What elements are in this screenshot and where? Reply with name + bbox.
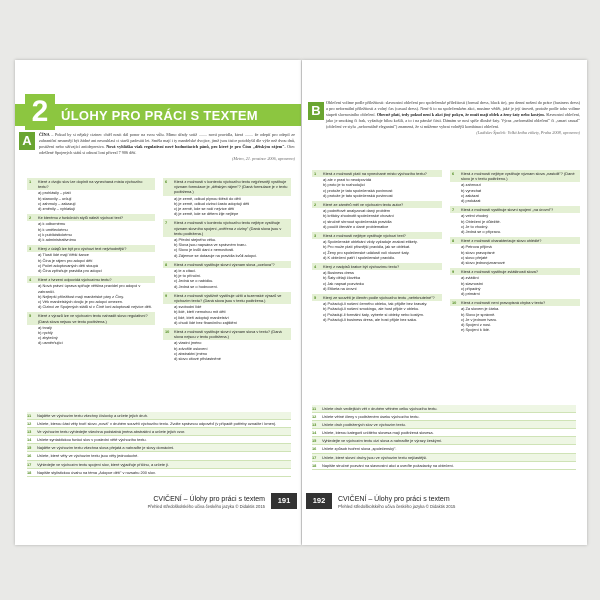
- answer-option[interactable]: b) lidé, kteří nemohou mít děti: [174, 309, 226, 315]
- task-text: Určete, kterou část věty tvoří slovo „nová" v druhém souvětí výchozího textu. Zvolte správnou odpověď (v případě potřeby označte i kmen).: [37, 421, 277, 427]
- answer-option[interactable]: a) Petrova přijímá: [461, 244, 492, 250]
- answer-option[interactable]: c) případný: [461, 285, 481, 291]
- question-text: Který z údajů lze být pro výchozí text nejvhodnější?: [38, 246, 127, 252]
- answer-option[interactable]: a) Tlustí lidé mají Větší šance: [38, 252, 89, 258]
- task-text: Určete druh podtržených slov ve výchozím textu.: [322, 422, 406, 428]
- answer-option[interactable]: c) je země, kde se rodí nejvíce dětí: [174, 206, 235, 212]
- answer-option[interactable]: c) abstraktní jméno: [174, 350, 208, 356]
- answer-option[interactable]: a) trvalý: [38, 324, 52, 330]
- answer-option[interactable]: a) velmi vhodný: [461, 213, 489, 219]
- question-text: Která z možností vystihuje zvláštnosti slova?: [461, 269, 538, 275]
- answer-option[interactable]: c) Je to vhodný.: [461, 223, 489, 229]
- task-row: [312, 445, 576, 453]
- question-text: Který ze souvětí je členěn podle výchozího textu „neřeknutelné"?: [323, 295, 435, 301]
- task-number: 18: [312, 462, 317, 468]
- task-text: Určete, které věty ve výchozím textu jsou věty jednoduché.: [37, 453, 139, 459]
- task-row: [27, 452, 291, 460]
- question: [27, 214, 155, 242]
- answer-option[interactable]: c) slovo přejaté: [461, 254, 488, 260]
- question: [163, 292, 291, 325]
- answer-option[interactable]: c) Ženy pro společenské události volí vkusné šaty.: [323, 249, 410, 255]
- question-number: 7: [452, 207, 455, 213]
- answer-option[interactable]: a) le a citaci.: [174, 268, 196, 274]
- question-head: [312, 294, 442, 301]
- answer-option[interactable]: d) Cizinci ze Spojených států si v Číně loni adoptovali nejvíce dětí.: [38, 304, 153, 310]
- question-head: [163, 261, 291, 268]
- question-number: 3: [314, 233, 317, 239]
- answer-option[interactable]: b) slavnostní: [461, 280, 484, 286]
- question-head: [312, 201, 442, 208]
- task-row: [312, 429, 576, 437]
- page-footer: [338, 495, 488, 525]
- task-number: 13: [312, 422, 317, 428]
- chapter-title: ÚLOHY PRO PRÁCI S TEXTEM: [61, 108, 258, 123]
- question-head: [312, 263, 442, 270]
- task-text: Určete způsob tvoření slova „společenský".: [322, 446, 397, 452]
- question-text: Která z možností vystihuje slovní význam slova v textu? (Daná slova nejsou v textu podtržena.): [174, 329, 282, 340]
- answer-option[interactable]: a) k odbornému: [38, 221, 66, 227]
- answer-option[interactable]: a) podnětově analyzovat daný problém: [323, 208, 391, 214]
- answer-option[interactable]: d) chudí lidé bez finančního zajištění: [174, 319, 237, 325]
- question: [312, 263, 442, 291]
- question-column-1: [27, 178, 155, 349]
- task-text: Vyhledejte ve výchozím textu cizí slova a nahraďte je výrazy českými.: [322, 438, 442, 444]
- question-head: [450, 268, 580, 275]
- answer-option[interactable]: d) Požadují-li business dress, ale host přijde bez saka.: [323, 316, 417, 322]
- question: [312, 170, 442, 198]
- text-source: (Metro, 21. prosince 2006, upraveno): [232, 156, 295, 161]
- question-head: [312, 170, 442, 177]
- text-lead: ČÍNA: [39, 132, 50, 137]
- task-text: Určete větné členy v podtrženém úseku výchozího textu.: [322, 414, 420, 420]
- question-head: [27, 276, 155, 283]
- answer-option[interactable]: a) Společenské oblékání vždy vyžaduje znalost etikety.: [323, 239, 418, 245]
- answer-option[interactable]: b) je země, odkud cizinci často adoptují děti: [174, 200, 250, 206]
- answer-option[interactable]: b) je to příruční.: [174, 273, 202, 279]
- answer-option[interactable]: b) proto je to rozhodující: [323, 182, 365, 188]
- answer-option[interactable]: b) Čína je rájem pro adopci dětí: [38, 257, 93, 263]
- text-keyword: Obecně platí, tedy pokud není k akci jiný pokyn, že muži mají oblek a ženy šaty nebo kostým.: [376, 112, 545, 117]
- page-number: 192: [306, 493, 332, 509]
- answer-option[interactable]: c) Je v jednom tvaru.: [461, 316, 498, 322]
- question-text: Které z výrazů lze ve výchozím textu nahradit slovo regulativní? (Daná slova nejsou ve textu podtržena.): [38, 313, 148, 324]
- answer-option[interactable]: d) Etiketa na úrovni: [323, 285, 357, 291]
- task-number: 18: [27, 469, 32, 475]
- answer-option[interactable]: c) Jak napsat pozvánku: [323, 280, 364, 286]
- question-text: Která z možností není pravopisná chyba v textu?: [461, 300, 546, 306]
- question-text: Které z dvojic slov lze doplnit na vynechaná místa výchozího textu?: [38, 179, 143, 190]
- task-row: [312, 421, 576, 429]
- task-text: Ve výchozím textu vyhledejte všechna podstatná jména abstraktní a určete jejich vzor.: [37, 429, 186, 435]
- question-number: 4: [314, 264, 317, 270]
- answer-option[interactable]: d) Zájemce se dotazuje na pravidla kvůli adopci.: [174, 252, 258, 258]
- task-row: [27, 461, 291, 469]
- task-number: 15: [27, 445, 32, 451]
- question-text: Která z možností nejlépe vystihuje výchozí text?: [323, 233, 406, 239]
- answer-option[interactable]: a) zvláštní: [461, 275, 479, 281]
- answer-option[interactable]: d) primární: [461, 291, 480, 297]
- answer-option[interactable]: a) Business dress: [323, 270, 354, 276]
- right-page: [302, 60, 587, 545]
- question: [27, 245, 155, 273]
- task-row: [312, 454, 576, 462]
- task-row: [27, 444, 291, 452]
- open-tasks: [27, 412, 291, 477]
- task-text: Určete, které slovní druhy jsou ve výchozím textu nejčastější.: [322, 454, 428, 460]
- task-row: [27, 436, 291, 444]
- question: [27, 178, 155, 211]
- task-number: 15: [312, 438, 317, 444]
- task-text: Určete druh vedlejších vět v druhém větném celku výchozího textu.: [322, 406, 438, 411]
- answer-option[interactable]: c) zbytečný: [38, 335, 58, 341]
- answer-option[interactable]: c) Jedná se o nabídku.: [174, 278, 214, 284]
- question: [312, 232, 442, 260]
- answer-option[interactable]: c) Věk manželských dvojic je pro adopci omezen.: [38, 299, 123, 305]
- question-text: Která z možností výstižně vystihuje užití a tuzemské výrazů ve výchozím textu? (Daná slova jsou v textu podtržena.): [174, 292, 282, 304]
- answer-option[interactable]: b) slovo pravopisné: [461, 249, 495, 255]
- answer-option[interactable]: a) zahrnout: [461, 182, 481, 188]
- chapter-number: 2: [25, 94, 55, 130]
- answer-option[interactable]: d) je země, kde se dětem žije nejlépe: [174, 211, 239, 217]
- question-number: 6: [165, 179, 168, 184]
- task-row: [312, 405, 576, 413]
- left-page: [15, 60, 301, 545]
- question-number: 3: [29, 246, 32, 252]
- question-number: 10: [452, 300, 457, 306]
- answer-option[interactable]: b) Slovo je správně.: [461, 311, 496, 317]
- source-text-b: [326, 100, 580, 136]
- question: [27, 276, 155, 309]
- question-head: [450, 206, 580, 213]
- text-body: – Pokud by si nějaký cizinec chtěl nosit dál ponor na svou vůlu. Mimo úřady sotiž ........ nová pravidla, která ........ že odepíí pro odepíí ze zahraniční neusmějí být žádné ani nesouhlasí ci starší padesáti let. Směla mají i ty manželské dvojice, jimž jsou tisíce potoblyšil dle výše než dvou dnů, postižení nebo užívající antidepresiva.: [39, 132, 295, 149]
- footer-subtitle: Přehled středoškolského učiva českého jazyka © Didaktis 2015: [147, 504, 265, 509]
- question: [163, 219, 291, 257]
- answer-option[interactable]: d) Jedná se o hodnocení.: [174, 283, 218, 289]
- task-row: [27, 428, 291, 436]
- task-row: [312, 413, 576, 421]
- question-column-1: [312, 170, 442, 325]
- task-row: [27, 420, 291, 428]
- question-number: 8: [165, 261, 168, 267]
- task-number: 11: [27, 413, 32, 418]
- question-column-2: [450, 170, 580, 335]
- open-tasks: [312, 405, 576, 470]
- task-text: Najděte ve výchozím textu všechna slova přejatá a nahraďte je slovy domácími.: [37, 445, 175, 451]
- question-head: [163, 219, 291, 237]
- task-text: Napište stručné pozvání na slavnostní akci a uveďte požadavky na oblečení.: [322, 462, 454, 468]
- question-column-2: [163, 178, 291, 364]
- question-head: [312, 232, 442, 239]
- task-text: Určete syntaktickou funkci slov v poslední větě výchozího textu.: [37, 437, 147, 443]
- task-text: Určete, kterou kategorii určitého slovesa mají podtržená slovesa.: [322, 430, 434, 436]
- question-number: 2: [29, 215, 32, 221]
- answer-option[interactable]: a) je země, odkud plynou štěstí do dětí: [174, 195, 241, 201]
- question-head: [27, 178, 155, 190]
- question: [450, 268, 580, 296]
- task-number: 16: [312, 446, 317, 452]
- answer-option[interactable]: b) Šaty dělají člověka: [323, 275, 360, 281]
- task-number: 16: [27, 453, 32, 459]
- answer-option[interactable]: b) Oblečení je důležité.: [461, 218, 501, 224]
- task-number: 12: [312, 414, 317, 420]
- question: [27, 312, 155, 345]
- answer-option[interactable]: c) Počet adoptovaných dětí stoupá: [38, 262, 98, 268]
- question: [450, 170, 580, 203]
- answer-option[interactable]: a) Za slovem je čárka.: [461, 306, 500, 312]
- answer-option[interactable]: a) svobodní lidé: [174, 304, 202, 310]
- task-number: 14: [27, 437, 32, 443]
- answer-option[interactable]: d) slovo citové přivlastněné: [174, 356, 221, 362]
- footer-subtitle: Přehled středoškolského učiva českého jazyka © Didaktis 2015: [338, 504, 456, 509]
- question-text: Která z možností platí na vynechané místo výchozího textu?: [323, 171, 427, 176]
- answer-option[interactable]: c) Slovo je kvůli dani z nemovitosti.: [174, 247, 235, 253]
- question: [163, 178, 291, 216]
- question-text: Které ze záměrů měl ve výchozím textu autor?: [323, 202, 404, 208]
- answer-option[interactable]: d) Čína zpřísňuje pravidla pro adopci: [38, 268, 102, 274]
- task-number: 17: [27, 461, 32, 467]
- question-text: Ke kterému z funkčních stylů náleží výchozí text?: [38, 215, 123, 221]
- question-number: 9: [165, 292, 168, 298]
- question-text: Která z možností vystihuje slovní spojení „na úrovni"?: [461, 207, 554, 213]
- text-source: (Ladislav Špaček: Velká kniha etikety, Praha 2008, upraveno): [476, 130, 580, 135]
- question-number: 1: [29, 179, 32, 184]
- answer-option[interactable]: a) prohlásily – platí: [38, 190, 71, 196]
- answer-option[interactable]: a) Přední stejného věku.: [174, 237, 217, 243]
- question-head: [163, 292, 291, 304]
- question-number: 1: [314, 171, 317, 176]
- task-row: [312, 437, 576, 445]
- page-number: 191: [271, 493, 297, 509]
- question-number: 7: [165, 220, 168, 226]
- task-number: 12: [27, 421, 32, 427]
- answer-option[interactable]: e) Spojení k lidé.: [461, 327, 490, 333]
- answer-option[interactable]: d) slovo jednovýznamové: [461, 260, 505, 266]
- answer-option[interactable]: c) Požadují-li formální šaty, vyberte si obleky nebo kostým.: [323, 311, 424, 317]
- question-number: 9: [452, 269, 455, 275]
- question-text: Který z nadpisů kratce být výchozímu textu?: [323, 264, 400, 270]
- question: [450, 206, 580, 234]
- answer-option[interactable]: a) Požadují-li nošení černého obleku, tak přijďte bez kravaty.: [323, 301, 428, 307]
- question-text: Které z možností charakterizuje slovo ohlédlé?: [461, 238, 542, 244]
- question-number: 2: [314, 202, 317, 208]
- answer-option[interactable]: c) k publicistickému: [38, 231, 72, 237]
- answer-option[interactable]: c) zahrnuly – zakazují: [38, 200, 76, 206]
- answer-option[interactable]: b) zdvořilé oslovení: [174, 345, 208, 351]
- section-letter-a: A: [19, 132, 35, 150]
- answer-option[interactable]: b) Nejlepší příležitost mají manželské páry z Číny.: [38, 293, 124, 299]
- question: [450, 299, 580, 332]
- question-head: [163, 178, 291, 196]
- task-number: 14: [312, 430, 317, 436]
- question: [163, 261, 291, 289]
- answer-option[interactable]: d) Jedná se o přípravu.: [461, 229, 502, 235]
- answer-option[interactable]: d) prokázat: [461, 198, 481, 204]
- question-head: [27, 214, 155, 221]
- question-number: 10: [165, 329, 170, 335]
- answer-option[interactable]: a) ale v praxi to neodpovídá: [323, 177, 372, 183]
- answer-option[interactable]: d) poučit čtenáře o dané problematice: [323, 223, 389, 229]
- text-tail: Slavnostní oblečení, jako je smoking či frak, vyžaduje bílou košili, a to i na pánské části. Dámám se nosí spíše dlouhé šaty. Výraz „neformální oblečení" či „smart casual" (oblečení ve stylu „neformálně elegantní") znamená, že si můžeme vybrat volnější kombinaci oblečení.: [326, 112, 581, 129]
- question-text: Která z možností nejlépe vystihuje význam slova „nastolit"? (Dané slovo je v textu podtrženo.): [461, 171, 575, 182]
- answer-option[interactable]: b) Slova jsou napsána ve správném tvaru.: [174, 242, 247, 248]
- question-number: 8: [452, 238, 455, 244]
- question: [312, 201, 442, 229]
- question-head: [450, 299, 580, 306]
- answer-option[interactable]: d) k administrativnímu: [38, 237, 77, 243]
- question-number: 5: [314, 295, 317, 301]
- answer-option[interactable]: d) Spojení z nosí.: [461, 322, 492, 328]
- answer-option[interactable]: d) usměrňující: [38, 340, 63, 346]
- question-text: Která z možností v kontextu výchozího textu nejpřesněji vystihuje význam formulace je „dětským rájem"? (Daná formulace je v textu podtržena.): [174, 179, 288, 195]
- footer-title: CVIČENÍ – Úlohy pro práci s textem: [153, 496, 265, 503]
- answer-option[interactable]: a) vlastní jméno: [174, 340, 202, 346]
- answer-option[interactable]: a) Nová právní úprava splňuje většina pravidel pro adopci v zahraničí.: [38, 283, 141, 294]
- question: [450, 237, 580, 265]
- answer-option[interactable]: b) Pro muže platí přísnější pravidla, jak se oblékat.: [323, 244, 411, 250]
- task-text: Napište stylistickou úvahu na téma „Adopce dětí" v rozsahu 200 slov.: [37, 469, 156, 475]
- question-text: Které z tvrzení odpovídá výchozímu textu?: [38, 277, 112, 283]
- question-head: [27, 245, 155, 252]
- answer-option[interactable]: b) stanovily – určují: [38, 195, 72, 201]
- answer-option[interactable]: c) stručně shrnout společenská pravidla: [323, 218, 392, 224]
- task-number: 11: [312, 406, 317, 411]
- question-number: 6: [452, 171, 455, 176]
- task-text: Vyhledejte ve výchozím textu spojení slov, které vyjadřuje příčinu, a určete ji.: [37, 461, 169, 467]
- answer-option[interactable]: c) protože je tato společenská povinnost: [323, 187, 393, 193]
- answer-option[interactable]: b) rychlý: [38, 330, 53, 336]
- task-text: Najděte ve výchozím textu všechny číslovky a určete jejich druh.: [37, 413, 148, 418]
- question: [163, 328, 291, 361]
- question-head: [163, 328, 291, 340]
- question-head: [27, 312, 155, 324]
- task-row: [27, 412, 291, 420]
- footer-title: CVIČENÍ – Úlohy pro práci s textem: [338, 496, 450, 503]
- section-letter-b: B: [308, 102, 324, 120]
- answer-option[interactable]: d) protože je tato společenská povinnost: [323, 192, 393, 198]
- answer-option[interactable]: c) zakázat: [461, 192, 479, 198]
- answer-option[interactable]: d) změnily – vyhlašují: [38, 206, 76, 212]
- text-body: Oblečení volíme podle příležitosti: slavnostní oblečení pro společenské příležitosti (formal dress, black tie), pro denní nošení do práce (business dress) a pro neformální příležitosti a volný čas (casual dress). Není-li to na společenském akci, musíme vědět, jaké je její úroveň, protože podle toho volíme stupeň slavnostního oblečení.: [326, 100, 580, 117]
- text-keyword: Nová vyhláška však regulativní nové hodnotiacích pánů, pro které je pro Čínu „dětským rájem".: [106, 144, 286, 149]
- text-tail: Otec odešlené Spojených států si odnosí loni přivezl 7 906 dětí.: [39, 144, 296, 155]
- question-head: [450, 237, 580, 244]
- task-number: 13: [27, 429, 32, 435]
- task-row: [312, 462, 576, 470]
- answer-option[interactable]: b) vynechat: [461, 187, 482, 193]
- question-number: 5: [29, 313, 32, 319]
- question-text: Která z možností v kontextu výchozího textu nejlépe vystihuje význam slovního spojení „ověřena z ciziny" (Daná slova jsou v textu podtržena.): [174, 220, 282, 236]
- question-head: [450, 170, 580, 182]
- task-number: 17: [312, 454, 317, 460]
- answer-option[interactable]: b) k uměleckému: [38, 226, 68, 232]
- question-number: 4: [29, 277, 32, 283]
- page-footer: [135, 495, 265, 525]
- question: [312, 294, 442, 322]
- answer-option[interactable]: b) kriticky zhodnotit společenské chování: [323, 213, 394, 219]
- question-text: Která z možností vystihuje slovní význam slova „ocelova"?: [174, 261, 275, 267]
- task-row: [27, 469, 291, 477]
- answer-option[interactable]: b) Požadují-li nošení smokingu, ale host přijde v obleku.: [323, 306, 420, 312]
- answer-option[interactable]: c) lidé, kteří adoptují manželství: [174, 314, 229, 320]
- answer-option[interactable]: d) K oblečení patří i společenské pravidlo.: [323, 254, 396, 260]
- source-text-a: [39, 132, 295, 162]
